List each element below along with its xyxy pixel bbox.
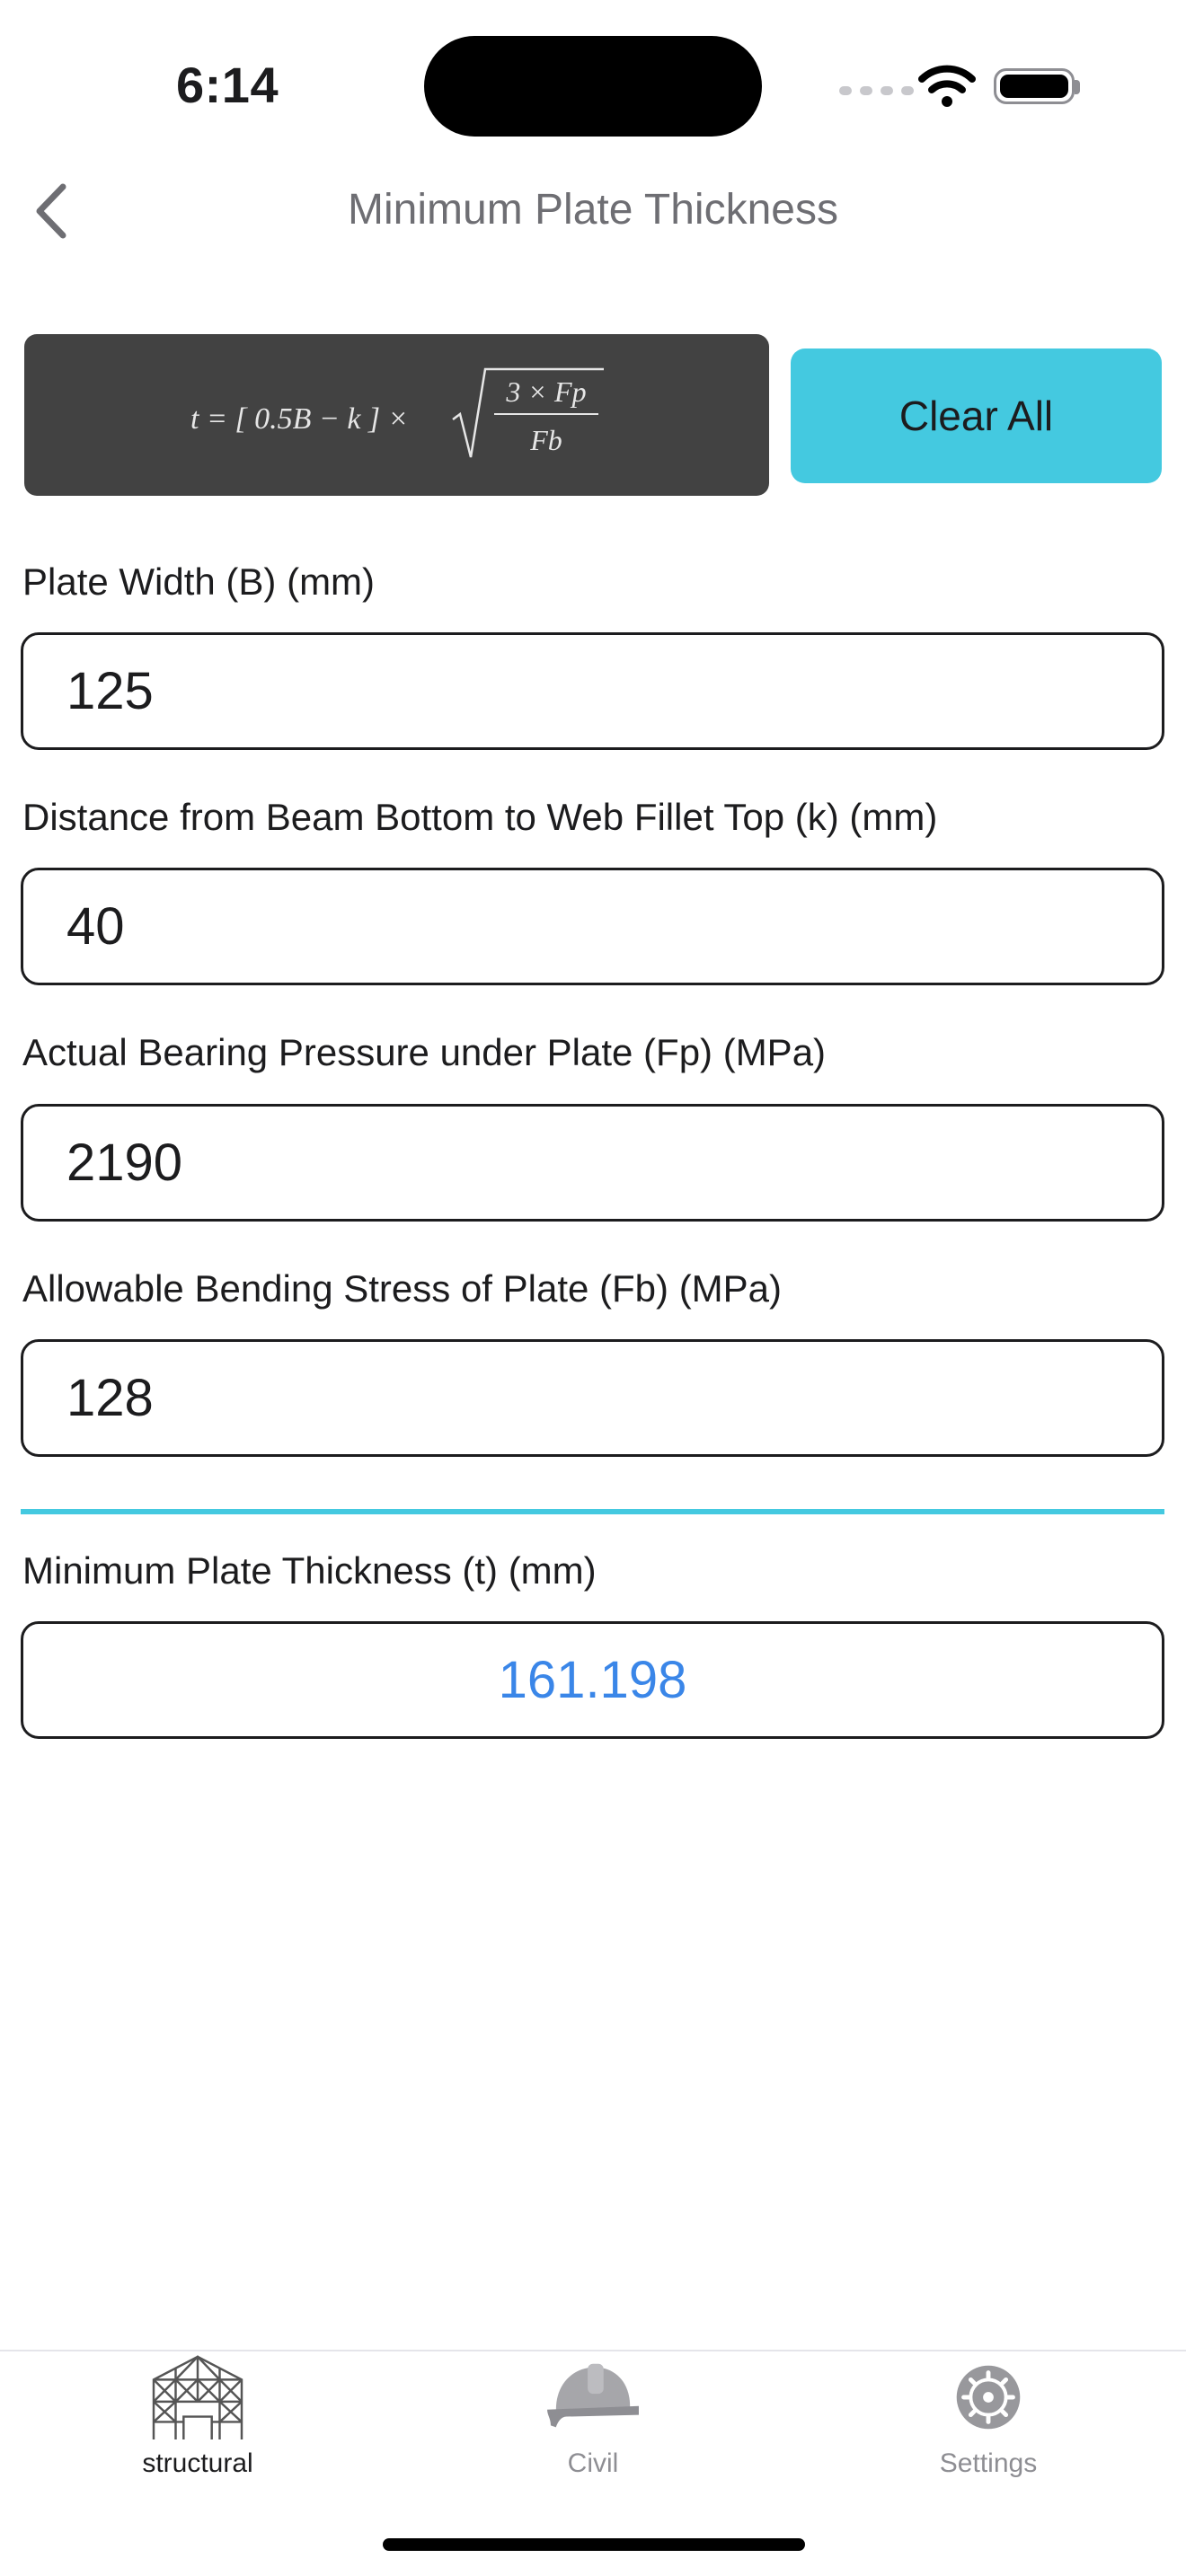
- distance-k-label: Distance from Beam Bottom to Web Fillet Top (k) (mm): [22, 796, 938, 838]
- bearing-pressure-field[interactable]: [21, 1104, 1164, 1222]
- result-divider: [21, 1509, 1164, 1514]
- plate-width-input[interactable]: [23, 635, 1162, 747]
- battery-nub: [1075, 80, 1080, 94]
- dynamic-island: [424, 36, 762, 137]
- tab-settings-label: Settings: [939, 2448, 1038, 2478]
- bearing-pressure-label: Actual Bearing Pressure under Plate (Fp) (MPa): [22, 1031, 827, 1073]
- home-indicator: [383, 2538, 805, 2551]
- building-frame-icon: [144, 2353, 252, 2441]
- distance-k-input[interactable]: [23, 870, 1162, 983]
- result-value: 161.198: [498, 1651, 687, 1709]
- bending-stress-field[interactable]: [21, 1339, 1164, 1457]
- result-label: Minimum Plate Thickness (t) (mm): [22, 1549, 597, 1592]
- formula-denominator: Fb: [529, 424, 562, 456]
- tab-civil[interactable]: [458, 2353, 728, 2479]
- tab-structural-label: structural: [142, 2448, 253, 2478]
- formula-numerator: 3 × Fp: [505, 375, 587, 408]
- gear-icon: [934, 2353, 1042, 2441]
- hard-hat-icon: [539, 2353, 647, 2441]
- page-title: Minimum Plate Thickness: [348, 186, 838, 234]
- formula-display: [24, 334, 769, 496]
- wifi-icon: [918, 63, 976, 108]
- formula-image: [190, 357, 604, 473]
- formula-lhs: t = [ 0.5B − k ] ×: [190, 402, 409, 436]
- cellular-signal-icon: [839, 86, 914, 95]
- distance-k-field[interactable]: [21, 868, 1164, 985]
- plate-width-label: Plate Width (B) (mm): [22, 560, 376, 603]
- status-time: 6:14: [176, 57, 279, 113]
- battery-icon: [994, 68, 1075, 104]
- plate-width-field[interactable]: [21, 632, 1164, 750]
- bearing-pressure-input[interactable]: [23, 1107, 1162, 1219]
- bending-stress-label: Allowable Bending Stress of Plate (Fb) (MPa): [22, 1267, 783, 1310]
- tab-settings[interactable]: [854, 2353, 1123, 2479]
- tab-bar-divider: [0, 2350, 1186, 2351]
- tab-civil-label: Civil: [567, 2448, 619, 2478]
- result-value-box: [21, 1621, 1164, 1739]
- clear-all-button[interactable]: Clear All: [791, 348, 1162, 483]
- tab-structural[interactable]: [63, 2353, 332, 2479]
- bending-stress-input[interactable]: [23, 1342, 1162, 1454]
